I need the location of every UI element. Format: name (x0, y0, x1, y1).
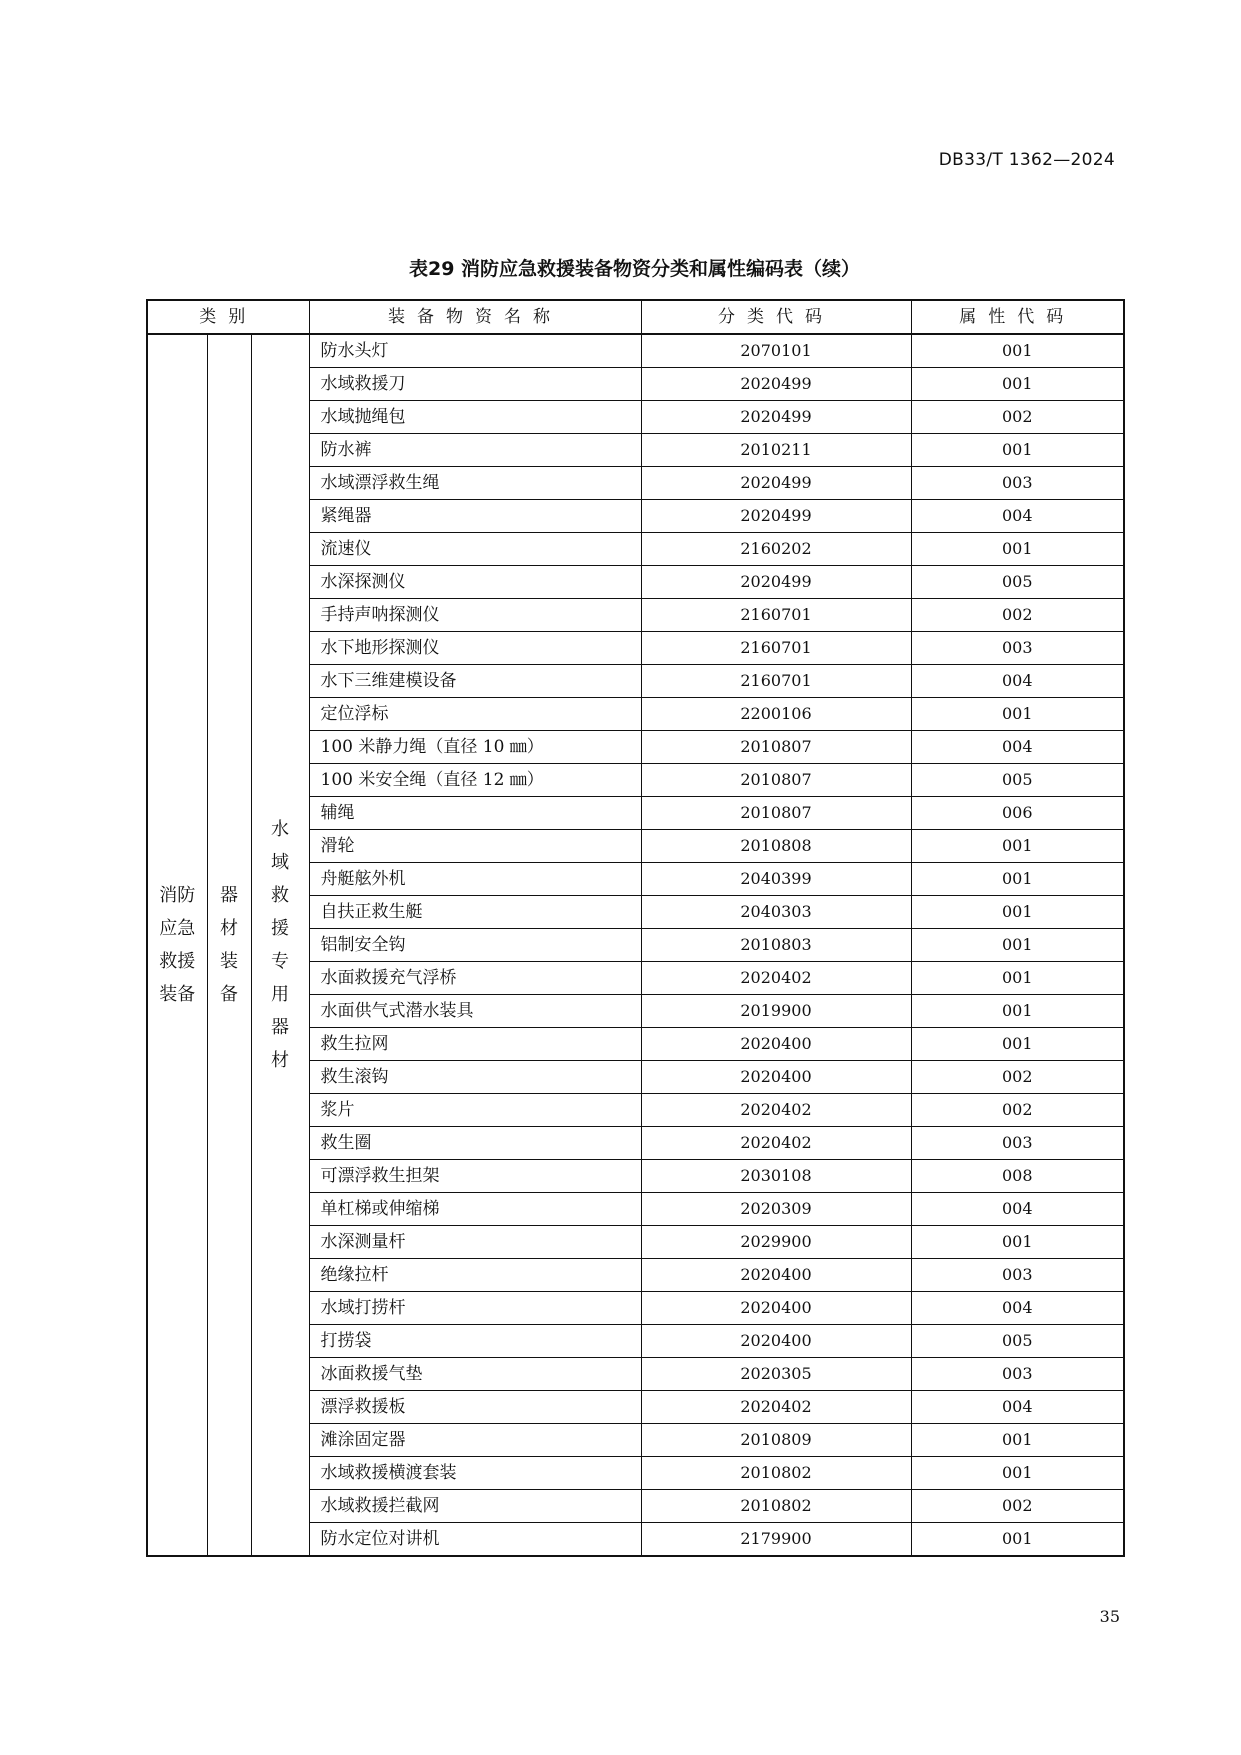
item-name: 漂浮救援板 (309, 1391, 641, 1424)
item-name: 可漂浮救生担架 (309, 1160, 641, 1193)
equipment-code-table (146, 299, 1125, 1557)
attr-code: 005 (911, 1325, 1124, 1358)
item-name: 100 米静力绳（直径 10 ㎜） (309, 731, 641, 764)
class-code: 2160202 (641, 533, 911, 566)
class-code: 2160701 (641, 632, 911, 665)
item-name: 水面救援充气浮桥 (309, 962, 641, 995)
item-name: 水面供气式潜水装具 (309, 995, 641, 1028)
item-name: 水域漂浮救生绳 (309, 467, 641, 500)
item-name: 滑轮 (309, 830, 641, 863)
class-code: 2010802 (641, 1490, 911, 1523)
category-level-2 (207, 334, 251, 1556)
attr-code: 003 (911, 1259, 1124, 1292)
attr-code: 001 (911, 1457, 1124, 1490)
attr-code: 001 (911, 863, 1124, 896)
attr-code: 004 (911, 500, 1124, 533)
class-code: 2020402 (641, 1391, 911, 1424)
item-name: 水域救援拦截网 (309, 1490, 641, 1523)
class-code: 2010807 (641, 797, 911, 830)
class-code: 2010808 (641, 830, 911, 863)
class-code: 2200106 (641, 698, 911, 731)
class-code: 2020499 (641, 566, 911, 599)
item-name: 浆片 (309, 1094, 641, 1127)
item-name: 滩涂固定器 (309, 1424, 641, 1457)
item-name: 打捞袋 (309, 1325, 641, 1358)
item-name: 水域救援刀 (309, 368, 641, 401)
class-code: 2020400 (641, 1259, 911, 1292)
attr-code: 003 (911, 632, 1124, 665)
item-name: 铝制安全钩 (309, 929, 641, 962)
item-name: 防水定位对讲机 (309, 1523, 641, 1557)
class-code: 2020402 (641, 962, 911, 995)
class-code: 2010807 (641, 731, 911, 764)
attr-code: 003 (911, 1127, 1124, 1160)
class-code: 2020499 (641, 401, 911, 434)
item-name: 水域抛绳包 (309, 401, 641, 434)
class-code: 2020309 (641, 1193, 911, 1226)
class-code: 2020400 (641, 1325, 911, 1358)
item-name: 辅绳 (309, 797, 641, 830)
attr-code: 001 (911, 1028, 1124, 1061)
table-caption: 表29 消防应急救援装备物资分类和属性编码表（续） (408, 258, 861, 280)
item-name: 水域打捞杆 (309, 1292, 641, 1325)
attr-code: 001 (911, 533, 1124, 566)
item-name: 救生圈 (309, 1127, 641, 1160)
item-name: 自扶正救生艇 (309, 896, 641, 929)
table-body (147, 334, 1124, 1556)
document-code: DB33/T 1362—2024 (938, 150, 1115, 170)
item-name: 紧绳器 (309, 500, 641, 533)
attr-code: 004 (911, 1292, 1124, 1325)
class-code: 2179900 (641, 1523, 911, 1557)
class-code: 2160701 (641, 665, 911, 698)
category-level-3 (251, 334, 309, 1556)
attr-code: 004 (911, 1193, 1124, 1226)
class-code: 2020402 (641, 1127, 911, 1160)
attr-code: 002 (911, 1094, 1124, 1127)
header-attr-code: 属性代码 (911, 300, 1124, 334)
attr-code: 001 (911, 896, 1124, 929)
item-name: 流速仪 (309, 533, 641, 566)
class-code: 2040399 (641, 863, 911, 896)
class-code: 2040303 (641, 896, 911, 929)
attr-code: 002 (911, 1061, 1124, 1094)
item-name: 手持声呐探测仪 (309, 599, 641, 632)
item-name: 防水裤 (309, 434, 641, 467)
item-name: 绝缘拉杆 (309, 1259, 641, 1292)
item-name: 水下地形探测仪 (309, 632, 641, 665)
attr-code: 001 (911, 929, 1124, 962)
item-name: 防水头灯 (309, 334, 641, 368)
attr-code: 005 (911, 566, 1124, 599)
item-name: 舟艇舷外机 (309, 863, 641, 896)
class-code: 2020499 (641, 368, 911, 401)
class-code: 2020400 (641, 1061, 911, 1094)
item-name: 100 米安全绳（直径 12 ㎜） (309, 764, 641, 797)
class-code: 2010807 (641, 764, 911, 797)
attr-code: 006 (911, 797, 1124, 830)
attr-code: 004 (911, 731, 1124, 764)
attr-code: 001 (911, 1523, 1124, 1557)
class-code: 2010802 (641, 1457, 911, 1490)
class-code: 2029900 (641, 1226, 911, 1259)
attr-code: 001 (911, 830, 1124, 863)
attr-code: 001 (911, 698, 1124, 731)
item-name: 救生滚钩 (309, 1061, 641, 1094)
item-name: 冰面救援气垫 (309, 1358, 641, 1391)
attr-code: 004 (911, 1391, 1124, 1424)
attr-code: 001 (911, 1226, 1124, 1259)
class-code: 2020400 (641, 1292, 911, 1325)
attr-code: 004 (911, 665, 1124, 698)
header-name: 装备物资名称 (309, 300, 641, 334)
class-code: 2020400 (641, 1028, 911, 1061)
table-header-row (147, 300, 1124, 334)
category-level-2-text: 器材装备 (219, 885, 238, 1005)
class-code: 2160701 (641, 599, 911, 632)
attr-code: 001 (911, 995, 1124, 1028)
attr-code: 003 (911, 1358, 1124, 1391)
class-code: 2020499 (641, 500, 911, 533)
class-code: 2010211 (641, 434, 911, 467)
attr-code: 001 (911, 334, 1124, 368)
page-number: 35 (1099, 1607, 1120, 1626)
header-class-code: 分类代码 (641, 300, 911, 334)
item-name: 水深测量杆 (309, 1226, 641, 1259)
attr-code: 001 (911, 962, 1124, 995)
category-level-3-text: 水域救援专用器材 (271, 819, 289, 1071)
class-code: 2070101 (641, 334, 911, 368)
class-code: 2019900 (641, 995, 911, 1028)
header-category: 类别 (147, 300, 309, 334)
attr-code: 001 (911, 368, 1124, 401)
item-name: 单杠梯或伸缩梯 (309, 1193, 641, 1226)
item-name: 定位浮标 (309, 698, 641, 731)
attr-code: 003 (911, 467, 1124, 500)
attr-code: 001 (911, 434, 1124, 467)
attr-code: 002 (911, 401, 1124, 434)
class-code: 2010809 (641, 1424, 911, 1457)
item-name: 救生拉网 (309, 1028, 641, 1061)
attr-code: 005 (911, 764, 1124, 797)
class-code: 2030108 (641, 1160, 911, 1193)
class-code: 2020305 (641, 1358, 911, 1391)
category-level-1 (147, 334, 207, 1556)
class-code: 2020402 (641, 1094, 911, 1127)
table-row (147, 334, 1124, 368)
attr-code: 001 (911, 1424, 1124, 1457)
item-name: 水下三维建模设备 (309, 665, 641, 698)
attr-code: 008 (911, 1160, 1124, 1193)
attr-code: 002 (911, 1490, 1124, 1523)
class-code: 2010803 (641, 929, 911, 962)
attr-code: 002 (911, 599, 1124, 632)
item-name: 水域救援横渡套装 (309, 1457, 641, 1490)
item-name: 水深探测仪 (309, 566, 641, 599)
category-level-1-text: 消防应急救援装备 (159, 885, 196, 1005)
class-code: 2020499 (641, 467, 911, 500)
